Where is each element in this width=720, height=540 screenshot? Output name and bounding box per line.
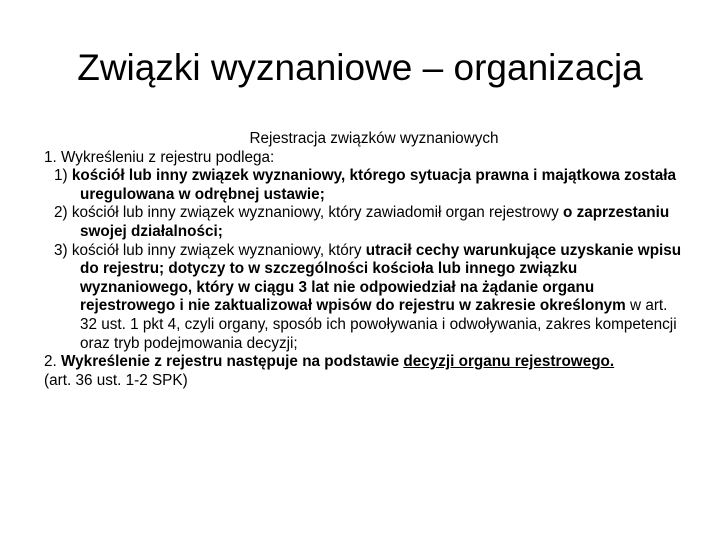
item-2-text: kościół lub inny związek wyznaniowy, który zawiadomił organ rejestrowy (71, 204, 563, 222)
point-2-number: 2. (44, 353, 62, 371)
slide-subtitle: Rejestracja związków wyznaniowych (249, 130, 499, 147)
citation: (art. 36 ust. 1-2 SPK) (44, 371, 188, 389)
item-3-number: 3) (54, 241, 72, 259)
point-1-item-3 (54, 242, 684, 354)
item-3-text-end: w art. 32 ust. 1 pkt 4, czyli organy, sposób ich powoływania i odwoływania, zakres kompetencji oraz tryb podejmowania decyzji; (80, 297, 677, 352)
point-2-bold-text: Wykreślenie z rejestru następuje na podstawie (61, 353, 404, 371)
point-2 (44, 353, 684, 372)
point-2-underlined-text: decyzji organu rejestrowego. (403, 353, 615, 371)
point-1-intro: 1. Wykreśleniu z rejestru podlega: (44, 148, 275, 166)
item-2-bold-text: o zaprzestaniu swojej działalności; (80, 204, 670, 240)
item-3-text: kościół lub inny związek wyznaniowy, który (71, 241, 366, 259)
slide-content (44, 130, 684, 390)
item-3-bold-text: utracił cechy warunkujące uzyskanie wpisu do rejestru; dotyczy to w szczególności kościoła lub innego związku wyznaniowego, który w ciągu 3 lat nie odpowiedział na żądanie organu rejestrowego i nie zaktualizował wpisów do rejestru w zakresie określonym (80, 241, 682, 315)
slide-title: Związki wyznaniowe – organizacja (77, 47, 643, 88)
item-1-text: kościół lub inny związek wyznaniowy, którego sytuacja prawna i majątkowa została uregulowana w odrębnej ustawie; (71, 167, 676, 203)
point-1-item-1 (54, 167, 684, 204)
item-2-number: 2) (54, 204, 72, 222)
point-1-item-2 (54, 204, 684, 241)
item-1-number: 1) (54, 167, 72, 185)
